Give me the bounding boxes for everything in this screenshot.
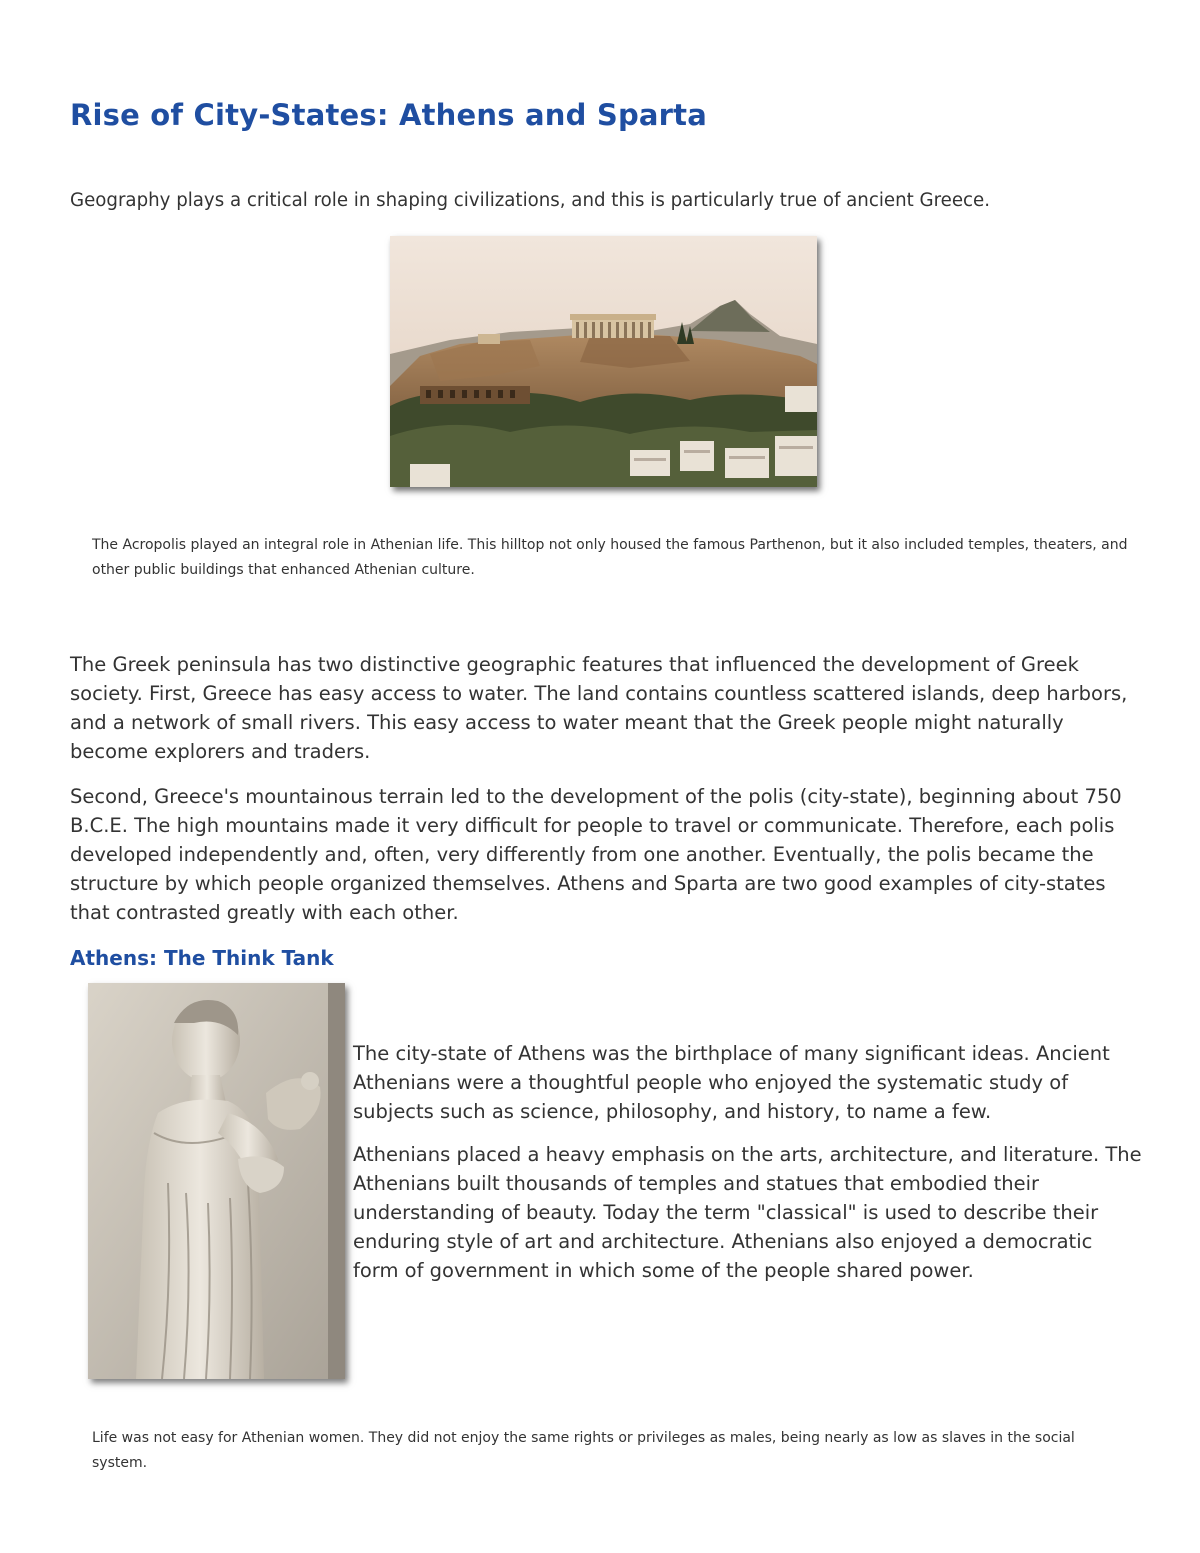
athens-paragraph-2: Athenians placed a heavy emphasis on the arts, architecture, and literature. The Athenians built thousands of temples and statues that embodied their understanding of beauty. Today the term "classical" is used to describe their enduring style of art and architecture. Athenians also enjoyed a democratic form of government in which some of the people shared power. [353,1143,1142,1282]
page-title: Rise of City-States: Athens and Sparta [70,98,708,132]
acropolis-photo [390,236,817,487]
acropolis-caption: The Acropolis played an integral role in Athenian life. This hilltop not only housed the famous Parthenon, but it also included temples, theaters, and other public buildings that enhanced Athenian culture. [92,537,1128,578]
athenian-women-caption: Life was not easy for Athenian women. They did not enjoy the same rights or privileges as males, being nearly as low as slaves in the social system. [92,1430,1075,1471]
intro-paragraph: Geography plays a critical role in shaping civilizations, and this is particularly true of ancient Greece. [70,190,991,211]
athens-heading: Athens: The Think Tank [70,946,334,970]
body-paragraph-2: Second, Greece's mountainous terrain led to the development of the polis (city-state), beginning about 750 B.C.E. The high mountains made it very difficult for people to travel or communicate. Therefore, each polis developed independently and, often, very differently from one another. Eventually, the polis became the structure by which people organized themselves. Athens and Sparta are two good examples of city-states that contrasted greatly with each other. [70,785,1122,924]
athenian-statue-photo [88,983,345,1379]
athens-paragraph-1: The city-state of Athens was the birthplace of many significant ideas. Ancient Athenians were a thoughtful people who enjoyed the systematic study of subjects such as science, philosophy, and history, to name a few. [353,1042,1110,1123]
body-paragraph-1: The Greek peninsula has two distinctive geographic features that influenced the development of Greek society. First, Greece has easy access to water. The land contains countless scattered islands, deep harbors, and a network of small rivers. This easy access to water meant that the Greek people might naturally become explorers and traders. [70,653,1128,763]
